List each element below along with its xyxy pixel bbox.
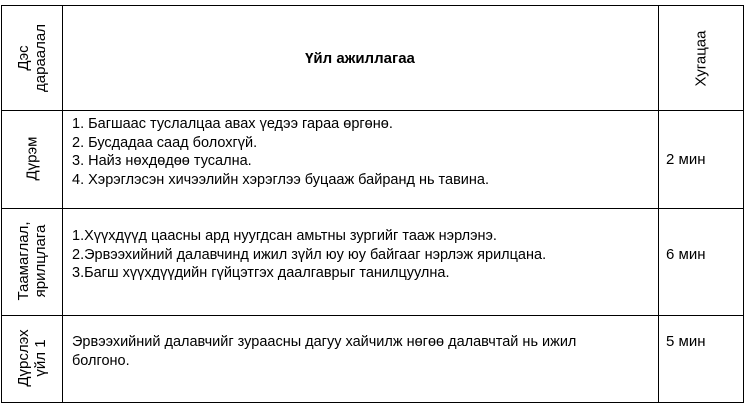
header-order-cell — [2, 6, 62, 110]
row-label-line: Таамаглал, — [15, 221, 32, 301]
row-items — [72, 333, 656, 370]
row-label-line: ярилцлага — [32, 224, 49, 298]
row-divider — [2, 208, 743, 209]
list-item: 2. Бусдадаа саад болохгүй. — [72, 134, 258, 151]
row-label-cell — [2, 315, 62, 402]
header-activity-cell — [62, 6, 658, 110]
row-label-cell — [2, 110, 62, 208]
row-items — [72, 227, 656, 283]
list-item: 1. Багшаас туслалцаа авах үедээ гараа өргөнө. — [72, 116, 393, 132]
list-item: 2.Эрвээхийний далавчинд ижил зүйл юу юу байгааг нэрлэж ярилцана. — [72, 246, 547, 263]
header-order-label — [15, 8, 49, 108]
row-label — [24, 109, 41, 209]
duration-value: 6 мин — [666, 246, 706, 263]
lesson-plan-table — [1, 5, 744, 403]
list-item: 4. Хэрэглэсэн хичээлийн хэрэглээ буцааж байранд нь тавина. — [72, 171, 489, 188]
header-duration-label: Хугацаа — [692, 30, 710, 87]
list-item: болгоно. — [72, 352, 130, 369]
list-item: 3. Найз нөхдөдөө тусална. — [72, 153, 252, 169]
header-duration-cell — [658, 6, 743, 110]
row-label-cell — [2, 208, 62, 315]
row-items — [72, 115, 652, 189]
list-item: 1.Хүүхдүүд цаасны ард нуугдсан амьтны зургийг тааж нэрлэнэ. — [72, 228, 497, 244]
row-label-line: Дүрэм — [23, 136, 41, 181]
list-item: 3.Багш хүүхдүүдийн гүйцэтгэх даалгаврыг танилцуулна. — [72, 265, 450, 281]
row-label-line: үйл 1 — [32, 339, 49, 377]
duration-value: 5 мин — [666, 333, 706, 350]
header-activity-label: Үйл ажиллагаа — [305, 49, 415, 67]
row-label — [15, 206, 49, 316]
row-label-line: Дүрслэх — [15, 329, 32, 387]
header-order-line: дараалал — [32, 24, 49, 92]
row-divider — [2, 110, 743, 111]
row-label — [15, 308, 49, 408]
duration-value: 2 мин — [666, 151, 706, 168]
header-order-line: Дэс — [15, 45, 32, 71]
list-item: Эрвээхийний далавчийг зураасны дагуу хайчилж нөгөө далавчтай нь ижил — [72, 334, 577, 350]
row-divider — [2, 315, 743, 316]
